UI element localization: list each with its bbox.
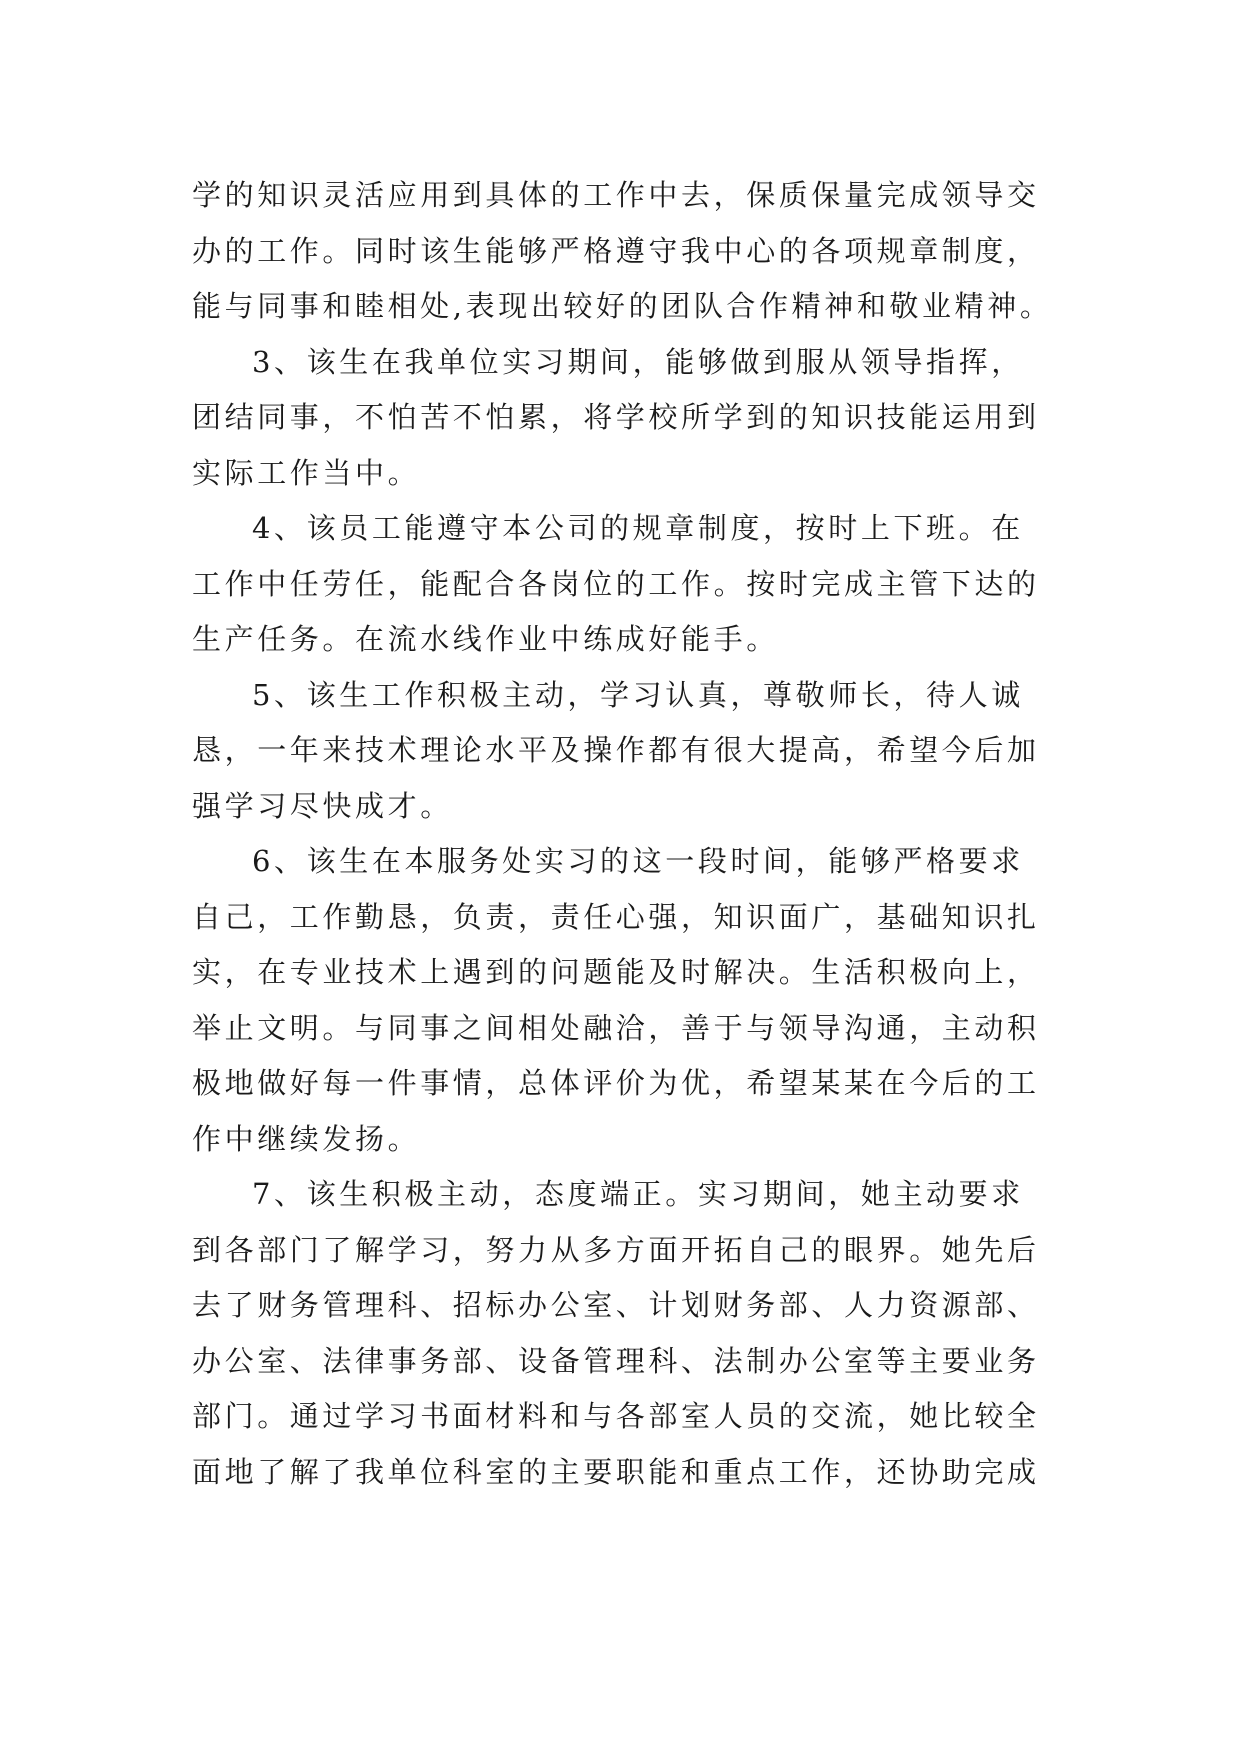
- text-line: 团结同事，不怕苦不怕累，将学校所学到的知识技能运用到: [192, 400, 1040, 434]
- text-line: 作中继续发扬。: [192, 1121, 421, 1156]
- text-line: 6、该生在本服务处实习的这一段时间，能够严格要求: [252, 844, 1024, 878]
- text-line: 恳，一年来技术理论水平及操作都有很大提高，希望今后加: [192, 733, 1040, 767]
- text-line: 能与同事和睦相处,表现出较好的团队合作精神和敬业精神。: [192, 289, 1053, 323]
- text-line: 极地做好每一件事情，总体评价为优，希望某某在今后的工: [192, 1066, 1040, 1100]
- text-line: 到各部门了解学习，努力从多方面开拓自己的眼界。她先后: [192, 1232, 1040, 1267]
- text-line: 学的知识灵活应用到具体的工作中去，保质保量完成领导交: [192, 178, 1040, 212]
- text-line: 办公室、法律事务部、设备管理科、法制办公室等主要业务: [192, 1343, 1040, 1378]
- text-line: 去了财务管理科、招标办公室、计划财务部、人力资源部、: [192, 1288, 1040, 1322]
- text-line: 实际工作当中。: [192, 455, 421, 490]
- text-line: 3、该生在我单位实习期间，能够做到服从领导指挥，: [252, 344, 1024, 379]
- text-line: 举止文明。与同事之间相处融洽，善于与领导沟通，主动积: [192, 1010, 1040, 1045]
- text-line: 4、该员工能遵守本公司的规章制度，按时上下班。在: [252, 511, 1024, 545]
- text-line: 自己，工作勤恳，负责，责任心强，知识面广，基础知识扎: [192, 899, 1040, 934]
- text-line: 强学习尽快成才。: [192, 788, 453, 823]
- text-line: 面地了解了我单位科室的主要职能和重点工作，还协助完成: [192, 1454, 1040, 1489]
- text-line: 生产任务。在流水线作业中练成好能手。: [192, 622, 779, 656]
- text-line: 工作中任劳任，能配合各岗位的工作。按时完成主管下达的: [192, 566, 1040, 601]
- text-line: 7、该生积极主动，态度端正。实习期间，她主动要求: [252, 1177, 1024, 1211]
- text-line: 办的工作。同时该生能够严格遵守我中心的各项规章制度，: [192, 233, 1040, 268]
- text-line: 部门。通过学习书面材料和与各部室人员的交流，她比较全: [192, 1399, 1040, 1433]
- text-line: 5、该生工作积极主动，学习认真，尊敬师长，待人诚: [252, 677, 1024, 712]
- document-body: [192, 168, 1092, 1500]
- text-line: 实，在专业技术上遇到的问题能及时解决。生活积极向上，: [192, 955, 1040, 989]
